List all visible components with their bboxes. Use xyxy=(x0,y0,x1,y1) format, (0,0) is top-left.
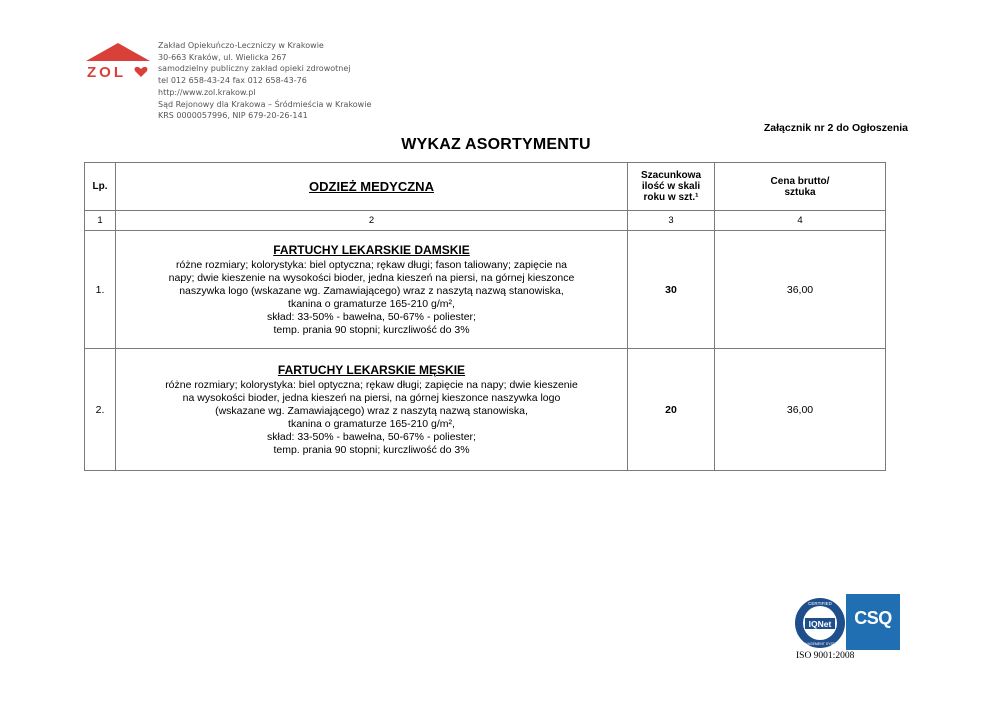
org-line: 30-663 Kraków, ul. Wielicka 267 xyxy=(158,52,287,62)
header-price-line: Cena brutto/ xyxy=(770,175,830,187)
table-row xyxy=(85,231,886,349)
desc-line: na wysokości bioder, jedna kieszeń na piersi, na górnej kieszonce naszywka logo xyxy=(182,391,561,404)
column-number: 4 xyxy=(715,211,886,231)
iqnet-certified-seal xyxy=(794,597,846,649)
column-number: 3 xyxy=(628,211,715,231)
desc-line: napy; dwie kieszenie na wysokości bioder, jedna kieszeń na piersi, na górnej kieszonce xyxy=(168,271,575,284)
document-title: WYKAZ ASORTYMENTU xyxy=(401,136,591,153)
desc-line: tkanina o gramaturze 165-210 g/m², xyxy=(288,417,455,430)
org-line: KRS 0000057996, NIP 679-20-26-141 xyxy=(158,111,308,121)
desc-line: skład: 33-50% - bawełna, 50-67% - poliester; xyxy=(267,310,476,323)
svg-text:MANAGEMENT SYSTEM: MANAGEMENT SYSTEM xyxy=(799,642,841,646)
desc-line: (wskazane wg. Zamawiającego) wraz z naszytą nazwą stanowiska, xyxy=(215,404,528,417)
header-lp: Lp. xyxy=(85,163,116,211)
desc-line: naszywka logo (wskazane wg. Zamawiającego) wraz z naszytą nazwą stanowiska, xyxy=(179,284,564,297)
item-title: FARTUCHY LEKARSKIE DAMSKIE xyxy=(273,242,470,257)
desc-line: różne rozmiary; kolorystyka: biel optyczna; rękaw długi; zapięcie na napy; dwie kieszenie xyxy=(165,378,578,391)
header-quantity-line: roku w szt.¹ xyxy=(643,192,699,203)
desc-line: tkanina o gramaturze 165-210 g/m², xyxy=(288,297,455,310)
svg-text:IQNet: IQNet xyxy=(808,619,832,629)
column-number-row xyxy=(85,211,886,231)
csq-logo xyxy=(846,594,900,650)
item-title: FARTUCHY LEKARSKIE MĘSKIE xyxy=(277,362,466,377)
table-header-row xyxy=(85,163,886,211)
row-price: 36,00 xyxy=(715,349,886,471)
svg-text:CERTIFIED: CERTIFIED xyxy=(808,601,832,606)
organization-info xyxy=(158,40,371,122)
row-quantity: 20 xyxy=(628,349,715,471)
item-description xyxy=(116,379,627,457)
header-quantity-line: Szacunkowa xyxy=(640,170,702,181)
desc-line: skład: 33-50% - bawełna, 50-67% - poliester; xyxy=(267,430,476,443)
org-website-link[interactable]: http://www.zol.krakow.pl xyxy=(158,87,256,97)
row-description-cell xyxy=(116,349,628,471)
row-price: 36,00 xyxy=(715,231,886,349)
svg-text:ZOL: ZOL xyxy=(87,64,126,81)
column-number: 1 xyxy=(85,211,116,231)
iso-standard-label: ISO 9001:2008 xyxy=(796,651,855,661)
header-category: ODZIEŻ MEDYCZNA xyxy=(116,163,628,211)
row-lp: 1. xyxy=(85,231,116,349)
column-number: 2 xyxy=(116,211,628,231)
row-description-cell xyxy=(116,231,628,349)
header-quantity-line: ilość w skali xyxy=(641,181,701,192)
desc-line: różne rozmiary; kolorystyka: biel optyczna; rękaw długi; fason taliowany; zapięcie na xyxy=(175,258,568,271)
csq-logo-text: CSQ xyxy=(854,608,892,628)
org-line: samodzielny publiczny zakład opieki zdrowotnej xyxy=(158,64,351,74)
assortment-table xyxy=(84,162,886,471)
header-price xyxy=(715,163,886,211)
header-price-line: sztuka xyxy=(784,186,816,198)
row-lp: 2. xyxy=(85,349,116,471)
org-line: Zakład Opiekuńczo-Leczniczy w Krakowie xyxy=(158,41,324,50)
org-line: Sąd Rejonowy dla Krakowa – Śródmieścia w Krakowie xyxy=(158,99,372,109)
org-line: tel 012 658-43-24 fax 012 658-43-76 xyxy=(158,76,307,86)
row-quantity: 30 xyxy=(628,231,715,349)
annex-label: Załącznik nr 2 do Ogłoszenia xyxy=(763,122,908,134)
desc-line: temp. prania 90 stopni; kurczliwość do 3% xyxy=(273,443,470,456)
zol-logo xyxy=(84,41,152,81)
table-row xyxy=(85,349,886,471)
item-description xyxy=(116,259,627,337)
desc-line: temp. prania 90 stopni; kurczliwość do 3% xyxy=(273,323,470,336)
header-quantity xyxy=(628,163,715,211)
